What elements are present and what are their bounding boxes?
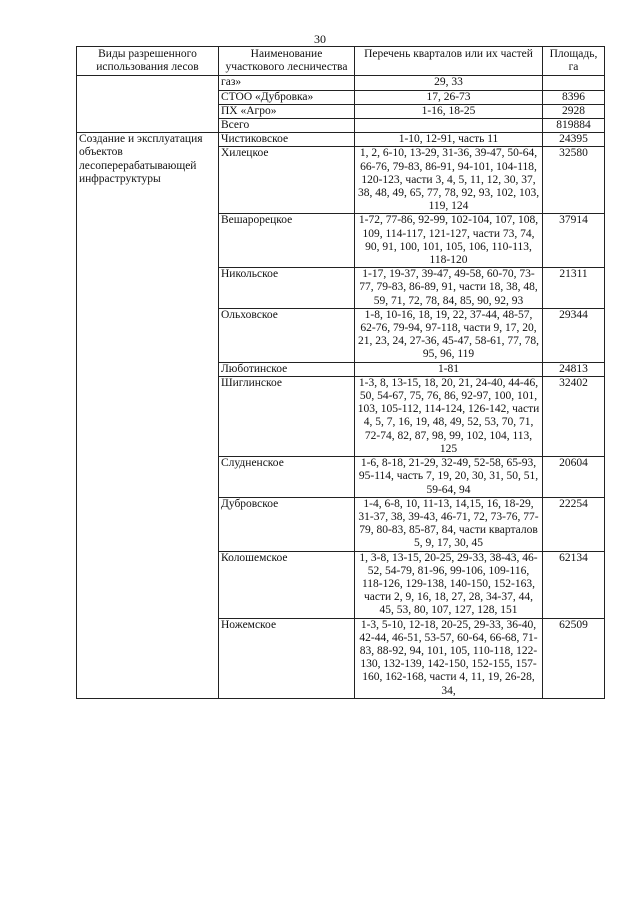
quarters-cell: 1-3, 5-10, 12-18, 20-25, 29-33, 36-40, 42-44, 46-51, 53-57, 60-64, 66-68, 71-83, 88-92, 94, 101, 105, 110-118, 122-130, 132-139, 142-150, 152-155, 157-160, 162-168, части 4, 11, 19, 26-28, 34, (355, 618, 543, 698)
area-cell: 819884 (543, 119, 605, 133)
quarters-cell: 1-8, 10-16, 18, 19, 22, 37-44, 48-57, 62-76, 79-94, 97-118, части 9, 17, 20, 21, 23, 24, 27-36, 45-47, 58-61, 77, 78, 95, 96, 119 (355, 308, 543, 362)
area-cell: 2928 (543, 104, 605, 118)
table-header-row (77, 47, 605, 76)
area-cell: 32402 (543, 376, 605, 456)
forestry-name: Слудненское (219, 457, 355, 498)
area-cell: 62509 (543, 618, 605, 698)
table-row (77, 133, 605, 147)
header-use-type: Виды разрешенного использования лесов (77, 47, 219, 76)
area-cell: 29344 (543, 308, 605, 362)
forestry-name: СТОО «Дубровка» (219, 90, 355, 104)
forestry-name: Вешарорецкое (219, 214, 355, 268)
quarters-cell: 1, 3-8, 13-15, 20-25, 29-33, 38-43, 46-52, 54-79, 81-96, 99-106, 109-116, 118-126, 129-138, 140-150, 152-163, части 2, 9, 16, 18, 27, 28, 34-37, 44, 45, 53, 80, 107, 127, 128, 151 (355, 551, 543, 618)
area-cell (543, 76, 605, 90)
quarters-cell: 1-17, 19-37, 39-47, 49-58, 60-70, 73-77, 79-83, 86-89, 91, части 18, 38, 48, 59, 71, 72, 78, 84, 85, 90, 92, 93 (355, 268, 543, 309)
quarters-cell: 1-4, 6-8, 10, 11-13, 14,15, 16, 18-29, 31-37, 38, 39-43, 46-71, 72, 73-76, 77-79, 80-83, 85-87, 84, части кварталов 5, 9, 17, 30, 45 (355, 497, 543, 551)
area-cell: 32580 (543, 147, 605, 214)
area-cell: 20604 (543, 457, 605, 498)
area-cell: 22254 (543, 497, 605, 551)
quarters-cell: 1-81 (355, 362, 543, 376)
forest-use-table (76, 46, 605, 699)
header-forestry-name: Наименование участкового лесничества (219, 47, 355, 76)
forestry-name: Чистиковское (219, 133, 355, 147)
quarters-cell: 1, 2, 6-10, 13-29, 31-36, 39-47, 50-64, 66-76, 79-83, 86-91, 94-101, 104-118, 120-123, части 3, 4, 5, 11, 12, 30, 37, 38, 48, 49, 65, 77, 78, 92, 93, 102, 103, 119, 124 (355, 147, 543, 214)
quarters-cell: 1-16, 18-25 (355, 104, 543, 118)
quarters-cell: 29, 33 (355, 76, 543, 90)
forestry-name: Всего (219, 119, 355, 133)
forestry-name: Дубровское (219, 497, 355, 551)
use-cell-empty (77, 76, 219, 133)
area-cell: 8396 (543, 90, 605, 104)
quarters-cell: 1-6, 8-18, 21-29, 32-49, 52-58, 65-93, 95-114, часть 7, 19, 20, 30, 31, 50, 51, 59-64, 94 (355, 457, 543, 498)
forestry-name: ПХ «Агро» (219, 104, 355, 118)
area-cell: 37914 (543, 214, 605, 268)
quarters-cell (355, 119, 543, 133)
quarters-cell: 1-3, 8, 13-15, 18, 20, 21, 24-40, 44-46, 50, 54-67, 75, 76, 86, 92-97, 100, 101, 103, 105-112, 114-124, 126-142, части 4, 5, 7, 16, 19, 48, 49, 52, 53, 70, 71, 72-74, 82, 87, 98, 99, 102, 104, 113, 125 (355, 376, 543, 456)
area-cell: 24395 (543, 133, 605, 147)
forestry-name: Ножемское (219, 618, 355, 698)
quarters-cell: 1-72, 77-86, 92-99, 102-104, 107, 108, 109, 114-117, 121-127, части 73, 74, 90, 91, 100, 101, 105, 106, 110-113, 118-120 (355, 214, 543, 268)
forestry-name: Ольховское (219, 308, 355, 362)
page-number: 30 (314, 32, 326, 46)
forestry-name: Люботинское (219, 362, 355, 376)
forestry-name: Хилецкое (219, 147, 355, 214)
area-cell: 24813 (543, 362, 605, 376)
forestry-name: Никольское (219, 268, 355, 309)
forestry-name: газ» (219, 76, 355, 90)
area-cell: 62134 (543, 551, 605, 618)
use-type-cell: Создание и эксплуатация объектов лесоперерабатывающей инфраструктуры (77, 133, 219, 699)
forestry-name: Шиглинское (219, 376, 355, 456)
forestry-name: Колошемское (219, 551, 355, 618)
header-area: Площадь, га (543, 47, 605, 76)
table-row (77, 76, 605, 90)
area-cell: 21311 (543, 268, 605, 309)
quarters-cell: 1-10, 12-91, часть 11 (355, 133, 543, 147)
quarters-cell: 17, 26-73 (355, 90, 543, 104)
header-quarters: Перечень кварталов или их частей (355, 47, 543, 76)
